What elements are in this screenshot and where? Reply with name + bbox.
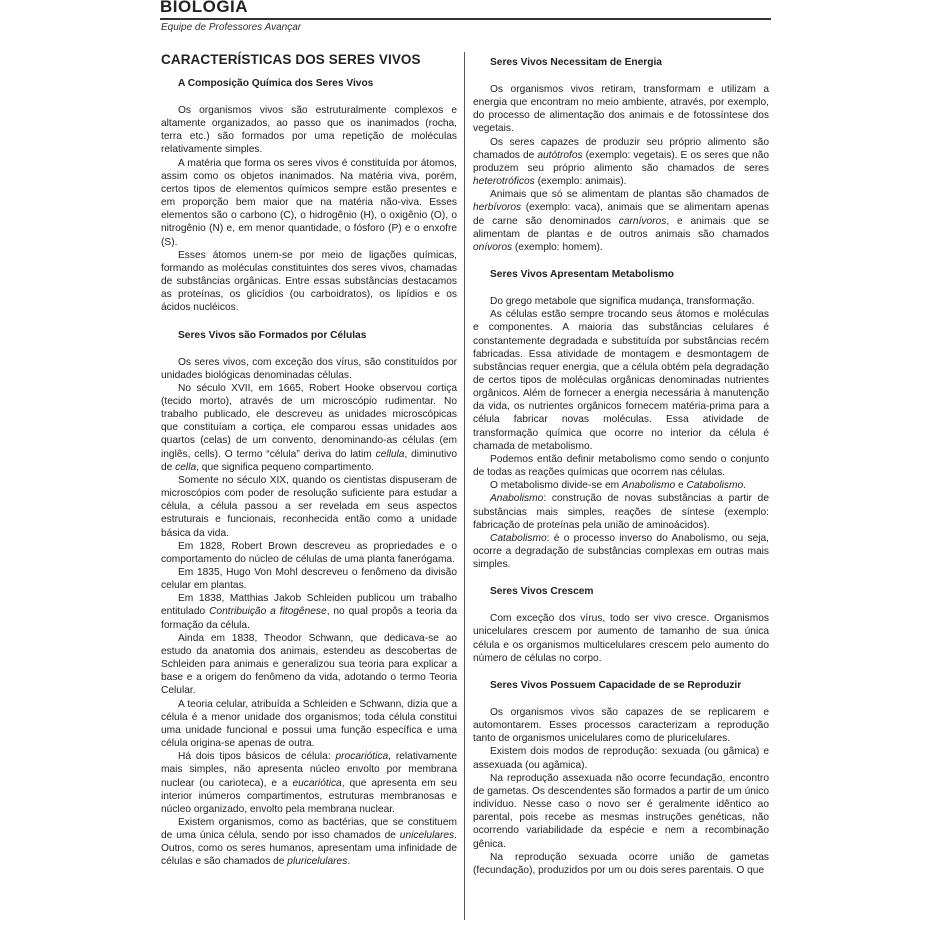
section-heading-celulas: Seres Vivos são Formados por Células [178,329,367,341]
paragraph: A matéria que forma os seres vivos é constituída por átomos, assim como os objetos inanimados. Na matéria viva, porém, certos tipos de elementos químicos sempre estão presentes e em proporção bem maior que na matéria não-viva. Esses elementos são o carbono (C), o hidrogênio (H), o oxigênio (O), o nitrogênio (N) e, em menor quantidade, o fósforo (P) e o enxofre (S). [161,157,457,248]
article-title: CARACTERÍSTICAS DOS SERES VIVOS [161,52,421,67]
paragraph: Na reprodução assexuada não ocorre fecundação, encontro de gametas. Os descendentes são formados a partir de um único indivíduo. Nesse caso o novo ser é geralmente idêntico ao parental, pois recebe as mesmas instruções genéticas, não ocorrendo variabilidade da espécie e nem a recombinação gênica. [473,772,769,850]
paragraph: Os organismos vivos retiram, transformam e utilizam a energia que encontram no meio ambiente, através, por exemplo, do processo de alimentação dos animais e de fotossíntese dos vegetais. [473,84,769,135]
section-heading-metabolismo: Seres Vivos Apresentam Metabolismo [490,269,675,281]
paragraph: No século XVII, em 1665, Robert Hooke observou cortiça (tecido morto), através de um microscópio rudimentar. No trabalho publicado, ele descreveu as unidades microscópicas que constituíam a cortiça, ele comparou essas unidades aos quartos (celas) de um convento, denominando-as células (em inglês, cells). O termo “célula” deriva do latim cellula, diminutivo de cella, que significa pequeno compartimento. [161,382,458,473]
paragraph: Os seres vivos, com exceção dos vírus, são constituídos por unidades biológicas denominadas células. [161,356,457,381]
paragraph: Em 1838, Matthias Jakob Schleiden publicou um trabalho entitulado Contribuição a fitogênese, no qual propôs a teoria da formação da célula. [161,593,457,631]
paragraph: Há dois tipos básicos de célula: procariótica, relativamente mais simples, não apresenta núcleo envolto por membrana nuclear (ou carioteca), e a eucariótica, que apresenta em seu interior inúmeros compartimentos, estruturas membranosas e núcleo organizado, envolto pela membrana nuclear. [161,751,457,815]
paragraph: A teoria celular, atribuída a Schleiden e Schwann, dizia que a célula é a menor unidade dos organismos; toda célula constitui uma unidade funcional e possui uma função específica e uma célula origina-se apenas de outra. [161,698,457,750]
section-heading-crescem: Seres Vivos Crescem [490,586,594,598]
paragraph: Existem dois modos de reprodução: sexuada (ou gâmica) e assexuada (ou agâmica). [473,746,769,771]
paragraph: Os organismos vivos são capazes de se replicarem e automontarem. Esses processos caracterizam a reprodução tanto de organismos unicelulares como de pluricelulares. [473,706,769,745]
right-column [473,56,769,877]
paragraph: Em 1835, Hugo Von Mohl descreveu o fenômeno da divisão celular em plantas. [161,567,457,592]
paragraph: Animais que só se alimentam de plantas são chamados de herbívoros (exemplo: vaca), animais que se alimentam apenas de carne são denominados carnívoros, e animais que se alimentam de plantas e de outros animais são chamados onívoros (exemplo: homem). [473,189,769,253]
section-heading-energia: Seres Vivos Necessitam de Energia [490,57,662,68]
paragraph: Os seres capazes de produzir seu próprio alimento são chamados de autótrofos (exemplo: vegetais). E os seres que não produzem seu próprio alimento são chamados de seres heterotróficos (exemplo: animais). [473,136,770,188]
paragraph: O metabolismo divide-se em Anabolismo e Catabolismo. [490,480,746,492]
column-divider [464,52,465,920]
paragraph: Anabolismo: construção de novas substâncias a partir de substâncias mais simples, reações de síntese (exemplo: fabricação de proteínas pela união de aminoácidos). [473,493,769,531]
paragraph: Somente no século XIX, quando os cientistas dispuseram de microscópios com poder de resolução suficiente para estudar a célula, a célula passou a ser revelada em seus aspectos estruturais e funcionais, reconhecida então como a unidade básica da vida. [161,474,457,539]
paragraph: Esses átomos unem-se por meio de ligações químicas, formando as moléculas constituintes dos seres vivos, chamadas de substâncias orgânicas. Entre essas substâncias destacamos as proteínas, os glicídios (ou carboidratos), os lipídios e os ácidos nucléicos. [161,249,457,314]
paragraph: Do grego metabole que significa mudança, transformação. [490,296,755,308]
section-heading-composicao: A Composição Química dos Seres Vivos [178,78,374,89]
section-heading-reproduzir: Seres Vivos Possuem Capacidade de se Reproduzir [490,679,742,691]
header-rule [160,18,771,20]
paragraph: Existem organismos, como as bactérias, que se constituem de uma única célula, sendo por isso chamados de unicelulares. Outros, como os seres humanos, apresentam uma infinidade de células e são chamados de pluricelulares. [161,816,457,868]
left-column [161,52,457,869]
paragraph: Com exceção dos vírus, todo ser vivo cresce. Organismos unicelulares crescem por aumento de tamanho de sua única célula e os organismos multicelulares crescem pelo aumento do número de células no corpo. [473,613,769,664]
page-header-title: BIOLOGIA [160,0,249,16]
paragraph: As células estão sempre trocando seus átomos e moléculas e componentes. A maioria das substâncias celulares é constantemente degradada e substituída por substâncias recém fabricadas. Essa atividade de montagem e desmontagem de substâncias requer energia, que a célula obtém pela degradação de certos tipos de moléculas orgânicas denominadas nutrientes orgânicos. Além de fornecer a energia necessária à manutenção da vida, os nutrientes orgânicos fornecem matéria-prima para a célula fabricar novas moléculas. Essa atividade de transformação química que ocorre no interior da célula é chamada de metabolismo. [473,309,769,452]
paragraph: Catabolismo: é o processo inverso do Anabolismo, ou seja, ocorre a degradação de substâncias complexas em outras mais simples. [473,532,769,571]
page-header-subtitle: Equipe de Professores Avançar [161,22,302,33]
paragraph: Na reprodução sexuada ocorre união de gametas (fecundação), produzidos por um ou dois seres parentais. O que [473,851,769,876]
paragraph: Os organismos vivos são estruturalmente complexos e altamente organizados, ao passo que os inanimados (rocha, terra etc.) são formados por uma repetição de moléculas relativamente simples. [161,105,457,156]
paragraph: Em 1828, Robert Brown descreveu as propriedades e o comportamento do núcleo de células de uma planta fanerógama. [161,540,457,565]
paragraph: Ainda em 1838, Theodor Schwann, que dedicava-se ao estudo da anatomia dos animais, estendeu as descobertas de Schleiden para animais e generalizou sua teoria para explicar a base e a origem do fenômeno da vida, adotando o termo Teoria Celular. [161,632,457,697]
paragraph: Podemos então definir metabolismo como sendo o conjunto de todas as reações químicas que ocorrem nas células. [473,453,769,479]
